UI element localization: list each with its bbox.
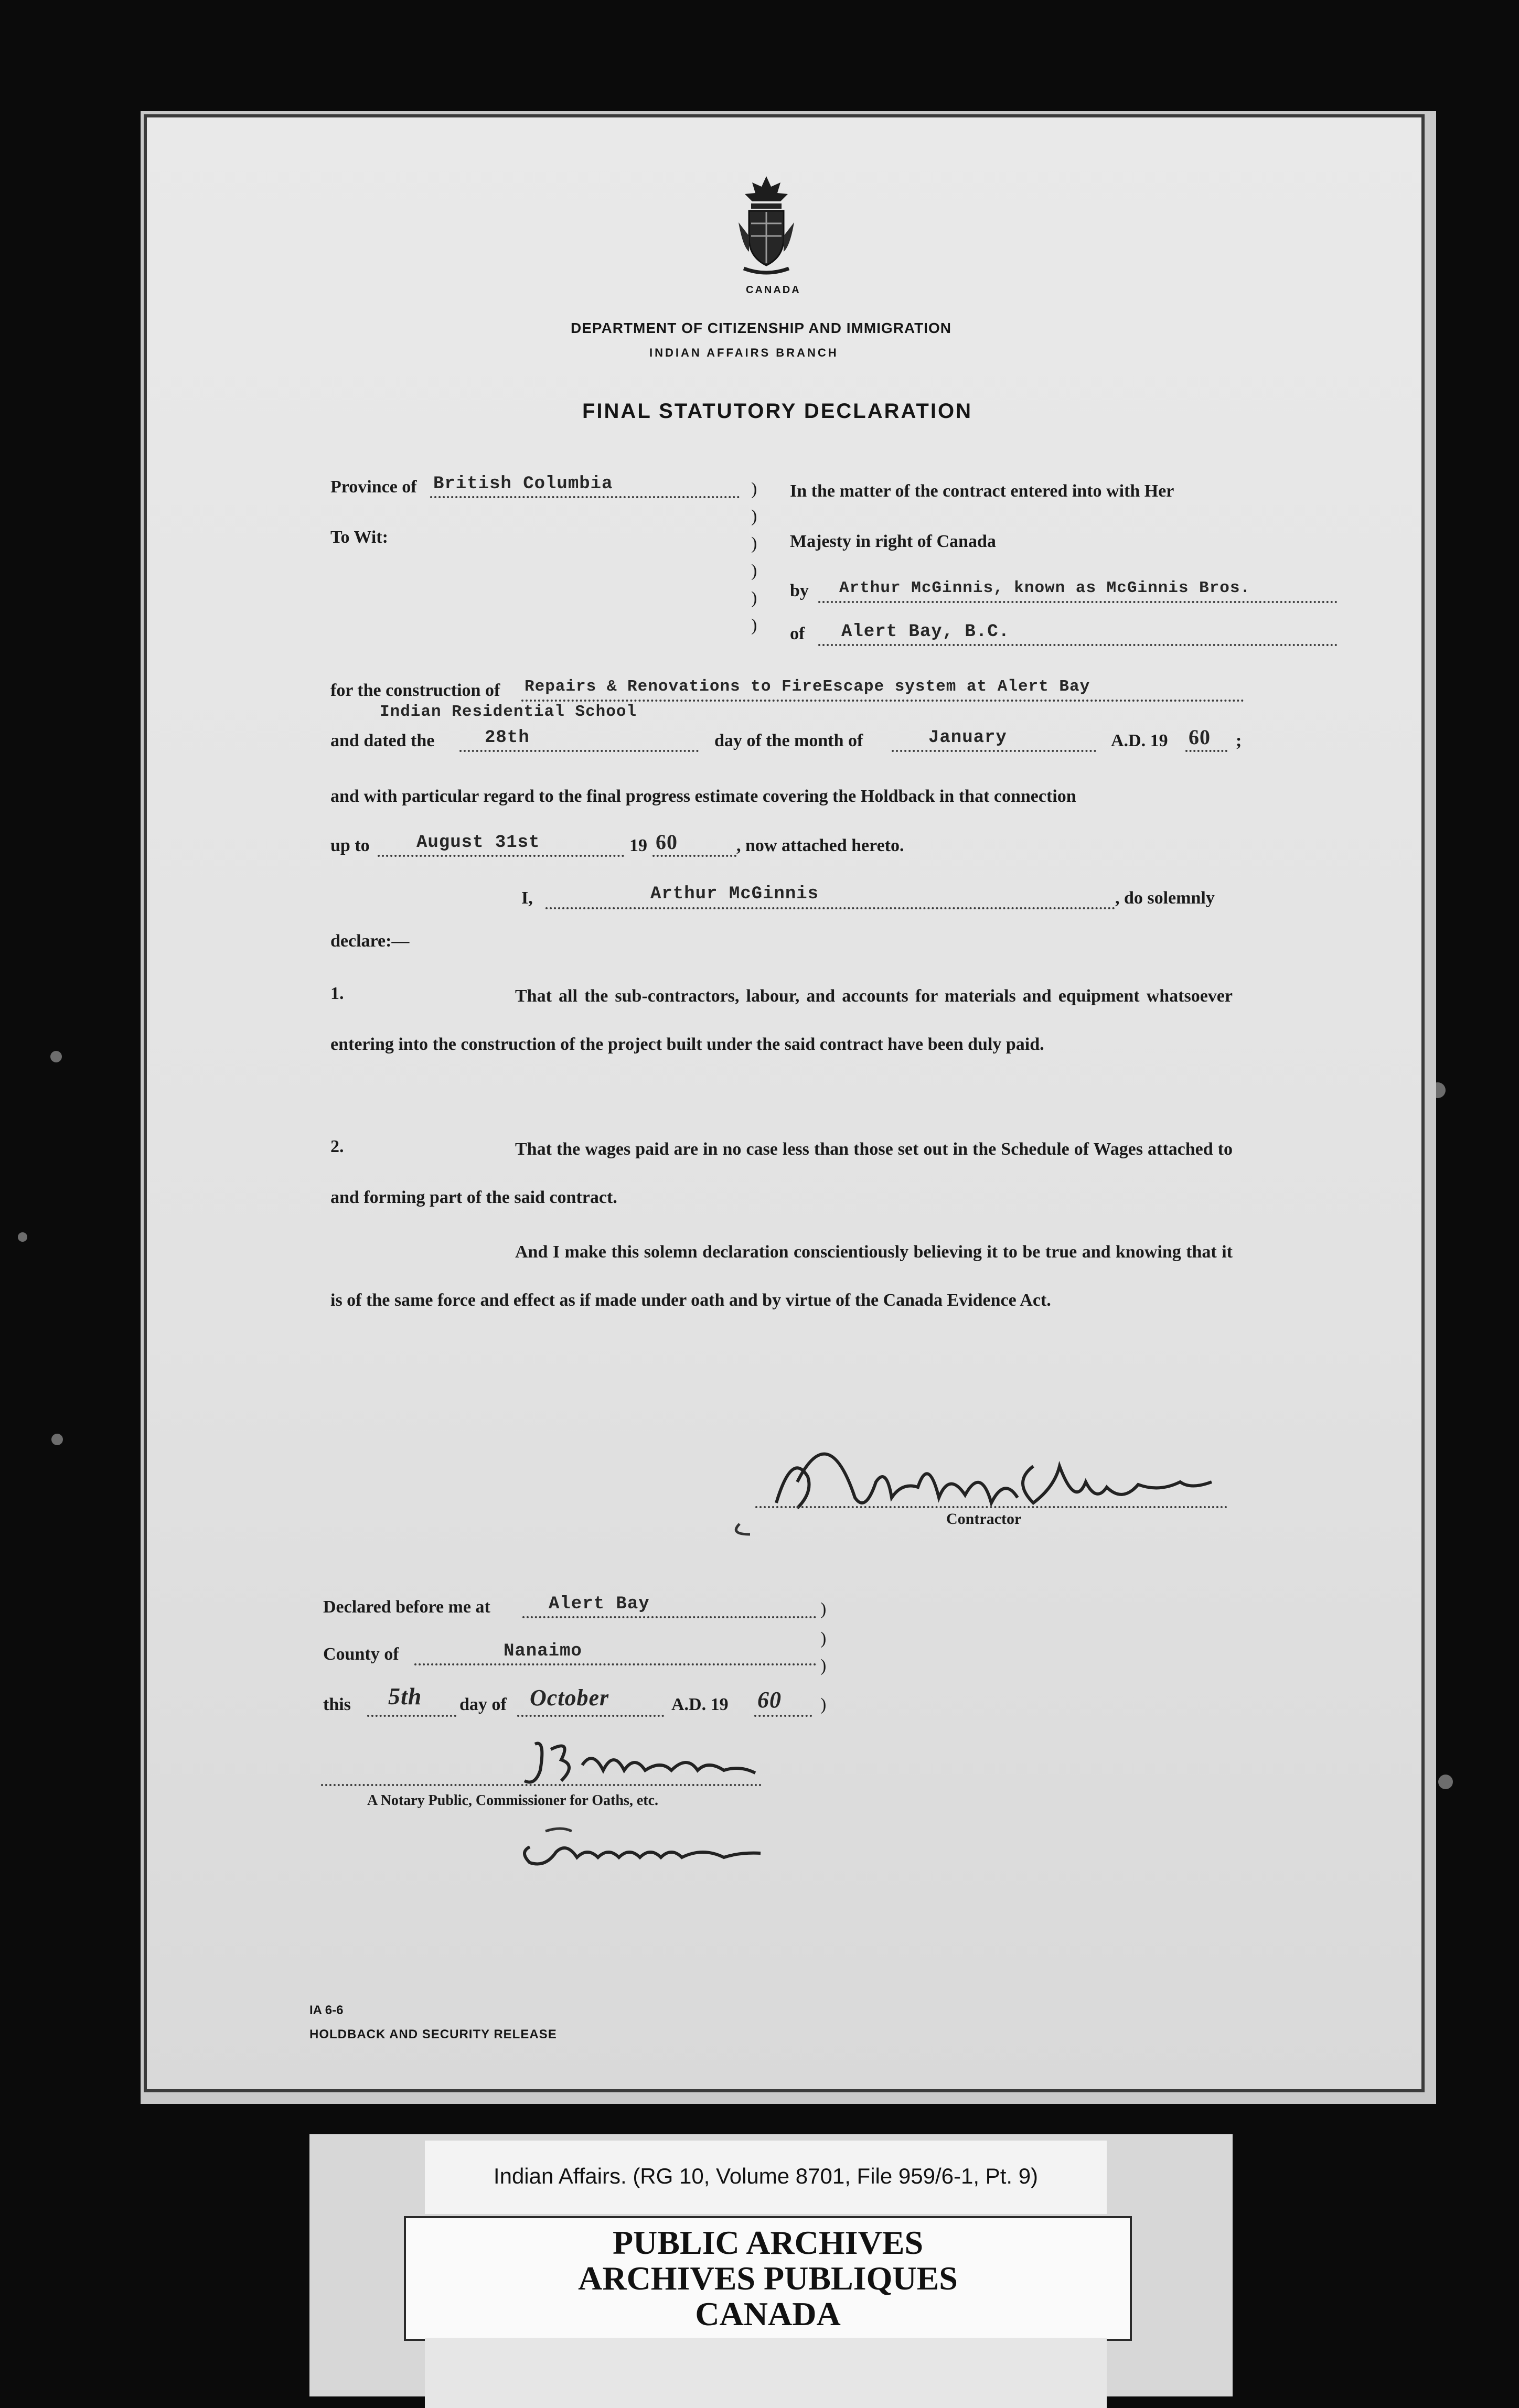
solemn-declaration-text [330,1228,1233,1325]
upto-year-dotted-line [652,855,736,857]
header-country: CANADA [746,284,801,296]
bracket: ) [751,561,757,580]
dated-end: ; [1236,731,1242,750]
by-label: by [790,581,809,600]
page-title: FINAL STATUTORY DECLARATION [582,400,972,423]
bracket: ) [751,588,757,608]
county-value: Nanaimo [504,1641,582,1661]
declared-year-dotted-line [754,1715,812,1717]
province-label: Province of [330,477,417,497]
contractor-label: Contractor [946,1510,1022,1528]
county-label: County of [323,1644,399,1664]
frame-speck [50,1051,62,1062]
upto-label: up to [330,836,370,855]
dated-month-dotted-line [892,750,1096,752]
particular-text: and with particular regard to the final progress estimate covering the Holdback in that connection [330,787,1076,806]
declared-month: October [530,1685,609,1711]
declared-year: 60 [757,1687,782,1713]
bracket: ) [751,534,757,553]
notary-signature [514,1728,766,1802]
upto-dotted-line [378,855,624,857]
county-dotted-line [414,1663,816,1665]
dated-day-dotted-line [459,750,699,752]
dated-month: January [928,728,1007,748]
attached-text: , now attached hereto. [736,836,904,855]
bracket: ) [751,616,757,635]
clause-1-paragraph: That all the sub-contractors, labour, and accounts for materials and equipment whatsoever entering into the construction of the project built under the said contract have been duly paid. [330,986,1233,1054]
clause-2-paragraph: That the wages paid are in no case less than those set out in the Schedule of Wages attached to and forming part of the said contract. [330,1140,1233,1207]
declared-day-dotted-line [367,1715,456,1717]
bracket: ) [820,1629,827,1648]
clause-1-number: 1. [330,984,344,1003]
matter-line-2: Majesty in right of Canada [790,532,996,551]
dated-year-dotted-line [1185,750,1227,752]
construction-value-line-1: Repairs & Renovations to FireEscape system at Alert Bay [525,678,1090,696]
to-wit-label: To Wit: [330,528,388,547]
archive-reference: Indian Affairs. (RG 10, Volume 8701, File 959/6-1, Pt. 9) [493,2164,1039,2188]
bracket: ) [820,1695,827,1714]
declared-place: Alert Bay [549,1594,650,1614]
of-dotted-line [818,644,1338,646]
dated-label: and dated the [330,731,435,750]
upto-year-label: 19 [629,836,647,855]
notary-initials-signature [514,1821,776,1878]
archive-line-1: PUBLIC ARCHIVES [612,2224,924,2261]
declared-place-dotted-line [522,1616,816,1618]
solemnly-text: , do solemnly [1115,888,1215,908]
of-label: of [790,624,805,643]
form-id: IA 6-6 [309,2003,344,2017]
declarant-i-label: I, [521,888,533,908]
coat-of-arms-crest [733,173,799,278]
notary-dotted-line [321,1784,762,1786]
contractor-dotted-line [755,1506,1227,1508]
declare-text: declare:— [330,931,410,951]
dated-year: 60 [1189,725,1211,749]
bracket: ) [820,1599,827,1619]
day-of-label: day of [459,1695,507,1714]
province-dotted-line [430,496,740,498]
notary-label: A Notary Public, Commissioner for Oaths, etc. [367,1792,659,1809]
declarant-dotted-line [545,907,1115,909]
bracket: ) [751,507,757,526]
frame-speck [18,1232,27,1242]
archive-line-2: ARCHIVES PUBLIQUES [578,2260,958,2297]
archive-stamp [404,2216,1132,2341]
construction-label: for the construction of [330,681,500,700]
form-name: HOLDBACK AND SECURITY RELEASE [309,2027,557,2041]
of-value: Alert Bay, B.C. [841,622,1010,642]
header-department: DEPARTMENT OF CITIZENSHIP AND IMMIGRATION [571,320,951,336]
clause-1-text [330,972,1233,1069]
declarant-name: Arthur McGinnis [650,884,819,904]
dated-day: 28th [485,728,530,748]
declared-year-label: A.D. 19 [671,1695,729,1714]
bracket: ) [751,479,757,499]
province-value: British Columbia [433,474,613,494]
archive-line-3: CANADA [695,2295,841,2332]
dated-year-label: A.D. 19 [1111,731,1168,750]
declared-before-label: Declared before me at [323,1597,490,1617]
this-label: this [323,1695,351,1714]
construction-value-line-2: Indian Residential School [380,703,637,721]
month-label: day of the month of [714,731,863,750]
frame-speck [1438,1775,1453,1789]
declared-month-dotted-line [517,1715,664,1717]
declared-day: 5th [388,1683,422,1710]
matter-line-1: In the matter of the contract entered into with Her [790,481,1174,501]
header-branch: INDIAN AFFAIRS BRANCH [649,346,839,359]
by-value: Arthur McGinnis, known as McGinnis Bros. [839,579,1251,597]
bracket: ) [820,1656,827,1675]
clause-2-number: 2. [330,1137,344,1156]
frame-speck [51,1434,63,1445]
archive-label-base [425,2338,1107,2408]
upto-year: 60 [656,830,678,854]
by-dotted-line [818,601,1338,603]
solemn-paragraph: And I make this solemn declaration conscientiously believing it to be true and knowing that it is of the same force and effect as if made under oath and by virtue of the Canada Evidence Act. [330,1242,1233,1310]
construction-dotted-line [521,700,1244,702]
upto-value: August 31st [416,833,540,853]
clause-2-text [330,1125,1233,1222]
archive-reference-card [425,2141,1107,2214]
